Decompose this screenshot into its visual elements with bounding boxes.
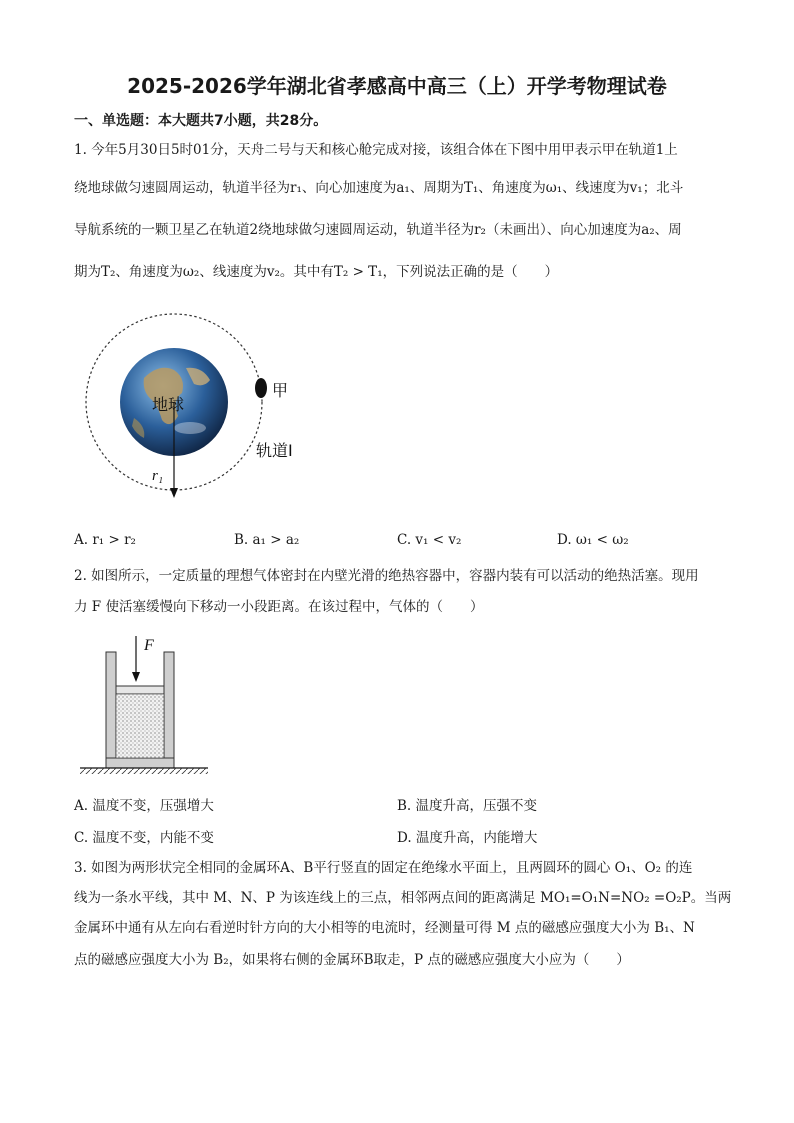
- earth-label: 地球: [152, 395, 185, 414]
- q2-line-1: 2. 如图所示，一定质量的理想气体密封在内壁光滑的绝热容器中，容器内装有可以活动的绝热活塞。现用: [74, 568, 699, 584]
- q2-line-2: 力 F 使活塞缓慢向下移动一小段距离。在该过程中，气体的（ ）: [74, 599, 484, 615]
- q3-line-1: 3. 如图为两形状完全相同的金属环A、B平行竖直的固定在绝缘水平面上，且两圆环的圆心 O₁、O₂ 的连: [74, 860, 693, 876]
- radius-arrow-icon: [170, 488, 178, 498]
- q2-option-d[interactable]: D. 温度升高，内能增大: [397, 830, 538, 846]
- q1-option-a[interactable]: A. r₁ > r₂: [74, 532, 136, 548]
- q1-option-b[interactable]: B. a₁ > a₂: [234, 532, 300, 548]
- q2-option-a[interactable]: A. 温度不变，压强增大: [74, 798, 214, 814]
- piston-figure: [78, 632, 218, 778]
- force-label: F: [144, 637, 154, 654]
- q3-line-3: 金属环中通有从左向右看逆时针方向的大小相等的电流时，经测量可得 M 点的磁感应强度大小为 B₁、N: [74, 920, 695, 936]
- page-title: 2025-2026学年湖北省孝感高中高三（上）开学考物理试卷: [127, 74, 667, 98]
- q1-line-3: 导航系统的一颗卫星乙在轨道2绕地球做匀速圆周运动，轨道半径为r₂（未画出）、向心加速度为a₂、周: [74, 222, 682, 238]
- section-heading: 一、单选题：本大题共7小题，共28分。: [74, 113, 328, 129]
- radius-label: r₁: [152, 468, 164, 484]
- container-left-wall: [106, 652, 116, 766]
- container-bottom: [106, 758, 174, 768]
- q3-line-2: 线为一条水平线，其中 M、N、P 为该连线上的三点，相邻两点间的距离满足 MO₁=O₁N=NO₂ =O₂P。当两: [74, 890, 732, 906]
- q1-line-1: 1. 今年5月30日5时01分，天舟二号与天和核心舱完成对接，该组合体在下图中用甲表示甲在轨道1上: [74, 142, 678, 158]
- q2-option-c[interactable]: C. 温度不变，内能不变: [74, 830, 214, 846]
- satellite-jia-icon: [255, 378, 267, 398]
- q2-option-b[interactable]: B. 温度升高，压强不变: [397, 798, 538, 814]
- gas-region: [116, 694, 164, 758]
- ground-hatch: [80, 768, 208, 774]
- q1-line-2: 绕地球做匀速圆周运动，轨道半径为r₁、向心加速度为a₁、周期为T₁、角速度为ω₁、线速度为v₁；北斗: [74, 180, 684, 196]
- q1-line-4: 期为T₂、角速度为ω₂、线速度为v₂。其中有T₂ > T₁，下列说法正确的是（ ）: [74, 264, 559, 280]
- q3-line-4: 点的磁感应强度大小为 B₂，如果将右侧的金属环B取走，P 点的磁感应强度大小应为（ ）: [74, 952, 630, 968]
- q1-option-c[interactable]: C. v₁ < v₂: [397, 532, 462, 548]
- force-arrow-icon: [132, 672, 140, 682]
- q1-option-d[interactable]: D. ω₁ < ω₂: [557, 532, 629, 548]
- sat-label: 甲: [272, 381, 289, 400]
- container-right-wall: [164, 652, 174, 766]
- orbit-figure: [74, 308, 334, 528]
- orbit-label: 轨道I: [256, 441, 293, 460]
- piston: [116, 686, 164, 694]
